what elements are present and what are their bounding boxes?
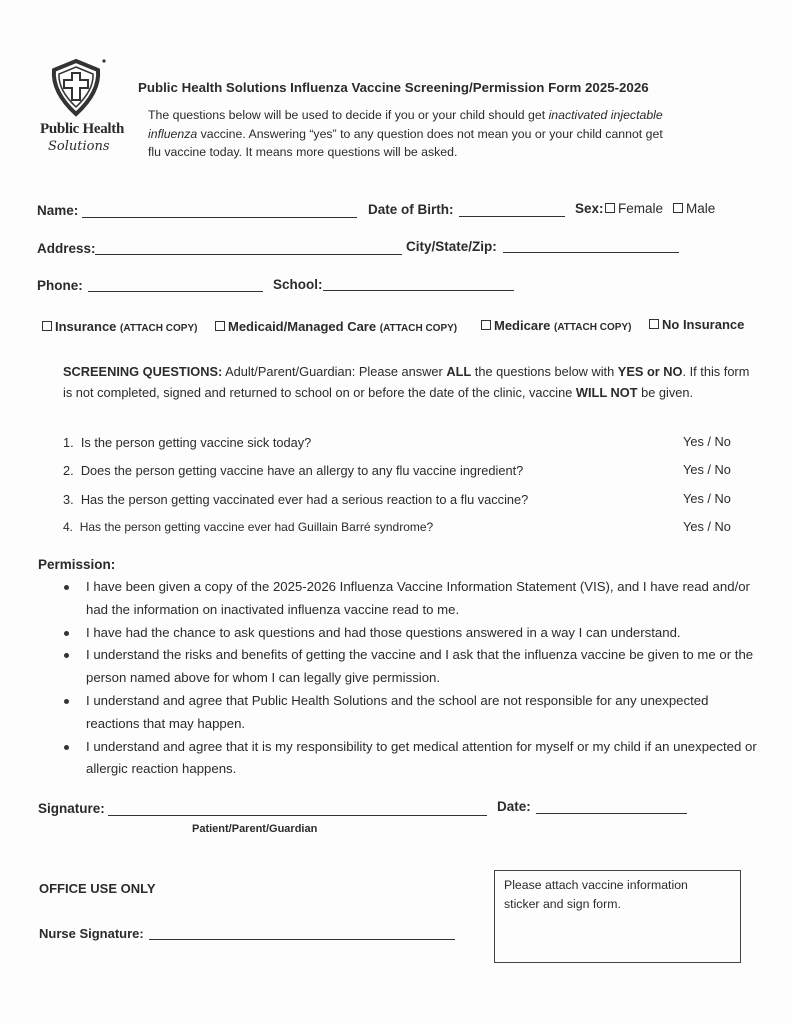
medicaid-checkbox[interactable] [215, 321, 225, 331]
screening-instructions: SCREENING QUESTIONS: Adult/Parent/Guardian: Please answer ALL the questions below with YES or NO. If this form is not completed, signed and returned to school on or before the date of the clinic, vaccine WILL NOT be given. [63, 364, 750, 400]
city-state-zip-field[interactable] [503, 252, 679, 253]
signature-label: Signature: [38, 801, 105, 816]
date-field[interactable] [536, 813, 687, 814]
no-insurance-option[interactable]: No Insurance [649, 317, 744, 332]
permission-list [62, 576, 757, 781]
name-label: Name: [37, 203, 79, 218]
question-3-answer[interactable]: Yes / No [683, 491, 731, 506]
office-use-heading: OFFICE USE ONLY [39, 881, 156, 896]
dob-label: Date of Birth: [368, 202, 454, 217]
intro-text: The questions below will be used to decide if you or your child should get inactivated injectable influenza vaccine. Answering “yes” to any question does not mean you or your child cannot get flu vaccine today. It means more questions will be asked. [148, 108, 663, 159]
school-label: School: [273, 277, 323, 292]
question-3: 3. Has the person getting vaccinated ever had a serious reaction to a flu vaccine? [63, 492, 529, 507]
name-field[interactable] [82, 217, 357, 218]
question-4-answer[interactable]: Yes / No [683, 519, 731, 534]
shield-cross-icon [36, 58, 136, 120]
permission-item: I understand and agree that Public Health Solutions and the school are not responsible for any unexpected reactions that may happen. [62, 690, 757, 736]
sex-male-option[interactable]: Male [673, 201, 715, 216]
permission-item: I have been given a copy of the 2025-2026 Influenza Vaccine Information Statement (VIS), and I have read and/or had the information on inactivated influenza vaccine read to me. [62, 576, 757, 622]
permission-item: I have had the chance to ask questions and had those questions answered in a way I can understand. [62, 622, 757, 645]
question-2: 2. Does the person getting vaccine have an allergy to any flu vaccine ingredient? [63, 463, 524, 478]
insurance-option[interactable]: Insurance (ATTACH COPY) [42, 319, 197, 334]
city-state-zip-label: City/State/Zip: [406, 239, 497, 254]
logo-text-solutions: Solutions [48, 139, 110, 154]
question-1-answer[interactable]: Yes / No [683, 434, 731, 449]
signature-field[interactable] [108, 815, 487, 816]
medicare-checkbox[interactable] [481, 320, 491, 330]
sex-female-option[interactable]: Female [605, 201, 663, 216]
phone-label: Phone: [37, 278, 83, 293]
question-1: 1. Is the person getting vaccine sick today? [63, 435, 312, 450]
male-checkbox[interactable] [673, 203, 683, 213]
logo-text-public-health: Public Health [40, 121, 125, 137]
question-2-answer[interactable]: Yes / No [683, 462, 731, 477]
dob-field[interactable] [459, 216, 565, 217]
form-title: Public Health Solutions Influenza Vaccine Screening/Permission Form 2025-2026 [138, 80, 649, 95]
female-checkbox[interactable] [605, 203, 615, 213]
question-4: 4. Has the person getting vaccine ever had Guillain Barré syndrome? [63, 520, 434, 534]
medicaid-option[interactable]: Medicaid/Managed Care (ATTACH COPY) [215, 319, 457, 334]
phone-field[interactable] [88, 291, 263, 292]
permission-heading: Permission: [38, 557, 116, 572]
nurse-signature-label: Nurse Signature: [39, 926, 144, 941]
nurse-signature-field[interactable] [149, 939, 455, 940]
medicare-option[interactable]: Medicare (ATTACH COPY) [481, 318, 631, 333]
sticker-instructions: Please attach vaccine information sticker and sign form. [504, 878, 688, 911]
school-field[interactable] [323, 290, 514, 291]
permission-item: I understand and agree that it is my responsibility to get medical attention for myself or my child if an unexpected or allergic reaction happens. [62, 736, 757, 782]
date-label: Date: [497, 799, 531, 814]
permission-item: I understand the risks and benefits of getting the vaccine and I ask that the influenza vaccine be given to me or the person named above for whom I can legally give permission. [62, 644, 757, 690]
insurance-checkbox[interactable] [42, 321, 52, 331]
address-label: Address: [37, 241, 96, 256]
address-field[interactable] [95, 254, 402, 255]
sex-label: Sex: [575, 201, 604, 216]
no-insurance-checkbox[interactable] [649, 319, 659, 329]
signature-sublabel: Patient/Parent/Guardian [192, 823, 318, 835]
